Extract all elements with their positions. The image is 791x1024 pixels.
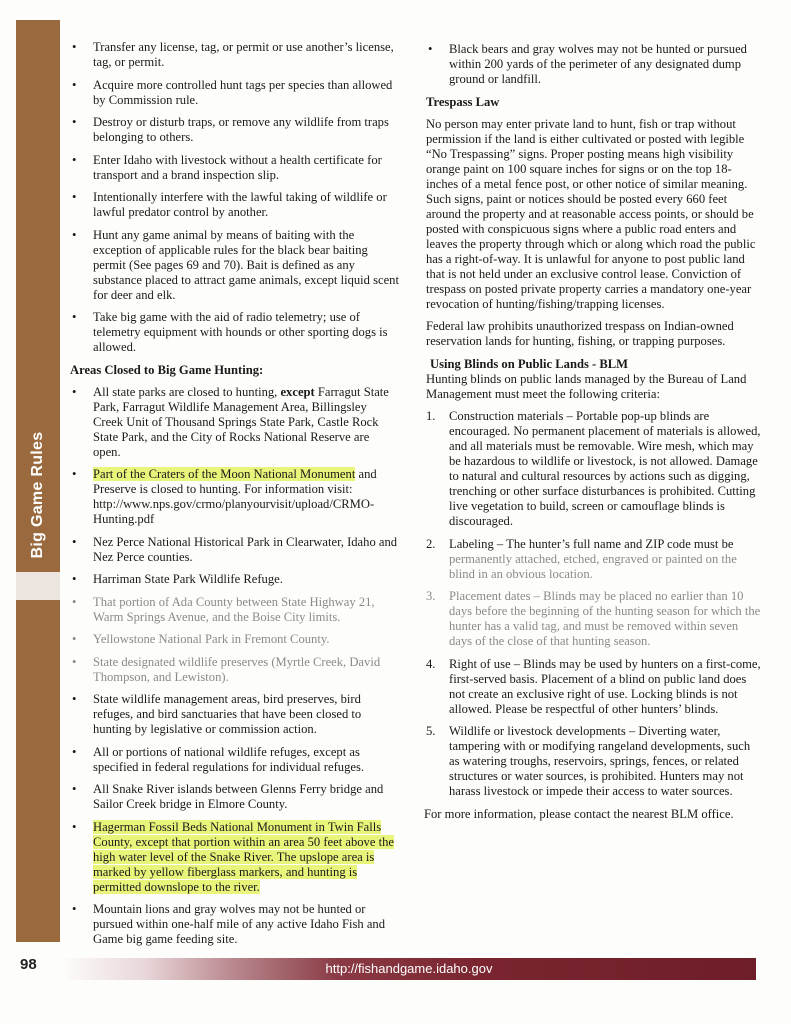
footer-url-link[interactable]: http://fishandgame.idaho.gov [325, 961, 493, 976]
federal-law-paragraph: Federal law prohibits unauthorized trespass on Indian-owned reservation lands for hunting, fishing, or trapping purposes. [426, 319, 734, 348]
list-item: • Yellowstone National Park in Fremont County. [70, 632, 400, 647]
blinds-intro: Hunting blinds on public lands managed by the Bureau of Land Management must meet the following criteria: [426, 371, 747, 401]
areas-closed-heading: Areas Closed to Big Game Hunting: [70, 362, 264, 377]
list-item: • Enter Idaho with livestock without a health certificate for transport and a brand inspection slip. [70, 153, 400, 183]
item-text: Farragut State Park, Farragut Wildlife Management Area, Billingsley Creek Unit of Thousand Springs State Park, Castle Rock State Park, and the City of Rocks National Reserve are open. [93, 384, 389, 459]
left-column [70, 40, 400, 955]
highlighted-text: Part of the Craters of the Moon National Monument [93, 467, 356, 481]
trespass-paragraph: No person may enter private land to hunt, fish or trap without permission if the land is either cultivated or posted with legible “No Trespassing” signs. Proper posting means high visibility orange paint on 100 square inches for signs or on the top 18-inches of a metal fence post, or other notice of similar meaning. Such signs, paint or notices should be posted every 660 feet around the property and at reasonable access points, or should be posted with conspicuous signs where a public road enters and leaves the property through which or along which road the public has a right-of-way. It is unlawful for anyone to post public land that is not held under an exclusive control lease. Conviction of trespass on posted private property carries a mandatory one-year revocation of hunting/fishing/trapping licenses. [426, 116, 756, 311]
list-item: • Black bears and gray wolves may not be hunted or pursued within 200 yards of the perimeter of any designated dump ground or landfill. [426, 42, 762, 87]
highlighted-text: Hagerman Fossil Beds National Monument in Twin Falls County, except that portion within an area 50 feet above the high water level of the Snake River. The upslope area is marked by yellow fiberglass markers, and hunting is permitted downslope to the river. [93, 819, 394, 894]
right-column [426, 42, 762, 829]
prohibited-list [70, 40, 400, 355]
list-item: • Intentionally interfere with the lawful taking of wildlife or lawful predator control by another. [70, 190, 400, 220]
criteria-item [426, 657, 762, 717]
list-item: • Harriman State Park Wildlife Refuge. [70, 572, 400, 587]
list-item: • Acquire more controlled hunt tags per species than allowed by Commission rule. [70, 78, 400, 108]
list-item [70, 385, 400, 460]
item-text-faded: permanently attached, etched, engraved or painted on the blind in an obvious location. [449, 551, 737, 581]
item-text: and Preserve is closed to hunting. For information visit: http://www.nps.gov/crmo/planyourvisit/upload/CRMO-Hunting.pdf [93, 467, 377, 526]
list-item: • That portion of Ada County between State Highway 21, Warm Springs Avenue, and the Boise City limits. [70, 595, 400, 625]
item-text: Wildlife or livestock developments – Diverting water, tampering with or modifying rangeland developments, such as watering troughs, reservoirs, springs, fences, or related structures or water sources, is prohibited. Hunters may not harass livestock or impede their access to water sources. [449, 724, 751, 798]
trespass-heading: Trespass Law [426, 94, 500, 109]
list-item [70, 467, 400, 527]
list-item: • Hunt any game animal by means of baiting with the exception of applicable rules for the black bear baiting permit (See pages 69 and 70). Bait is defined as any substance placed to attract game animals, except liquid scent for deer and elk. [70, 228, 400, 303]
footer-bar [62, 958, 756, 980]
item-text: Labeling – The hunter’s full name and ZIP code must be [449, 536, 734, 551]
dump-ground-list [426, 42, 762, 87]
item-emphasis: except [280, 384, 315, 399]
section-label: Big Game Rules [29, 431, 46, 559]
sidebar-lower-tab [16, 600, 60, 942]
list-item: • All or portions of national wildlife refuges, except as specified in federal regulations for individual refuges. [70, 745, 400, 775]
item-number: 1. [426, 409, 436, 423]
criteria-item [426, 537, 762, 582]
list-item: • All Snake River islands between Glenns Ferry bridge and Sailor Creek bridge in Elmore County. [70, 782, 400, 812]
blinds-criteria-list [426, 409, 762, 799]
list-item: • State designated wildlife preserves (Myrtle Creek, David Thompson, and Lewiston). [70, 655, 400, 685]
item-text: Construction materials – Portable pop-up blinds are encouraged. No permanent placement of materials is allowed, and all materials must be removable. Wire mesh, which may be hazardous to wildlife or livestock, is not allowed. Damage to natural and cultural resources by actions such as digging, trenching or other surface disturbances is prohibited. Cutting live vegetation to build, screen or camouflage blinds is discouraged. [449, 409, 761, 528]
item-text: Right of use – Blinds may be used by hunters on a first-come, first-served basis. Placement of a blind on public land does not create an exclusive right of use. Locking blinds is not allowed. Please be respectful of other hunters’ blinds. [449, 656, 761, 716]
list-item: • Transfer any license, tag, or permit or use another’s license, tag, or permit. [70, 40, 400, 70]
criteria-item [426, 409, 762, 529]
list-item: • Destroy or disturb traps, or remove any wildlife from traps belonging to others. [70, 115, 400, 145]
areas-closed-list [70, 385, 400, 948]
list-item [70, 820, 400, 895]
closing-note: For more information, please contact the nearest BLM office. [424, 806, 734, 821]
criteria-item [426, 589, 762, 649]
list-item: • State wildlife management areas, bird preserves, bird refuges, and bird sanctuaries that have been closed to hunting by legislative or commission action. [70, 692, 400, 737]
item-number: 3. [426, 589, 436, 603]
list-item: • Mountain lions and gray wolves may not be hunted or pursued within one-half mile of any active Idaho Fish and Game big game feeding site. [70, 902, 400, 947]
item-number: 2. [426, 536, 436, 551]
page-number: 98 [20, 956, 37, 973]
item-text: All state parks are closed to hunting, [93, 384, 281, 399]
list-item: • Take big game with the aid of radio telemetry; use of telemetry equipment with hounds or other sporting dogs is allowed. [70, 310, 400, 355]
criteria-item [426, 724, 762, 799]
item-number: 4. [426, 656, 436, 671]
blinds-heading: Using Blinds on Public Lands - BLM [430, 356, 629, 371]
item-number: 5. [426, 724, 436, 738]
list-item: • Nez Perce National Historical Park in Clearwater, Idaho and Nez Perce counties. [70, 535, 400, 565]
item-text: Placement dates – Blinds may be placed no earlier than 10 days before the beginning of the hunting season for which the hunter has a valid tag, and must be removed within seven days of the close of that hunting season. [449, 589, 761, 648]
